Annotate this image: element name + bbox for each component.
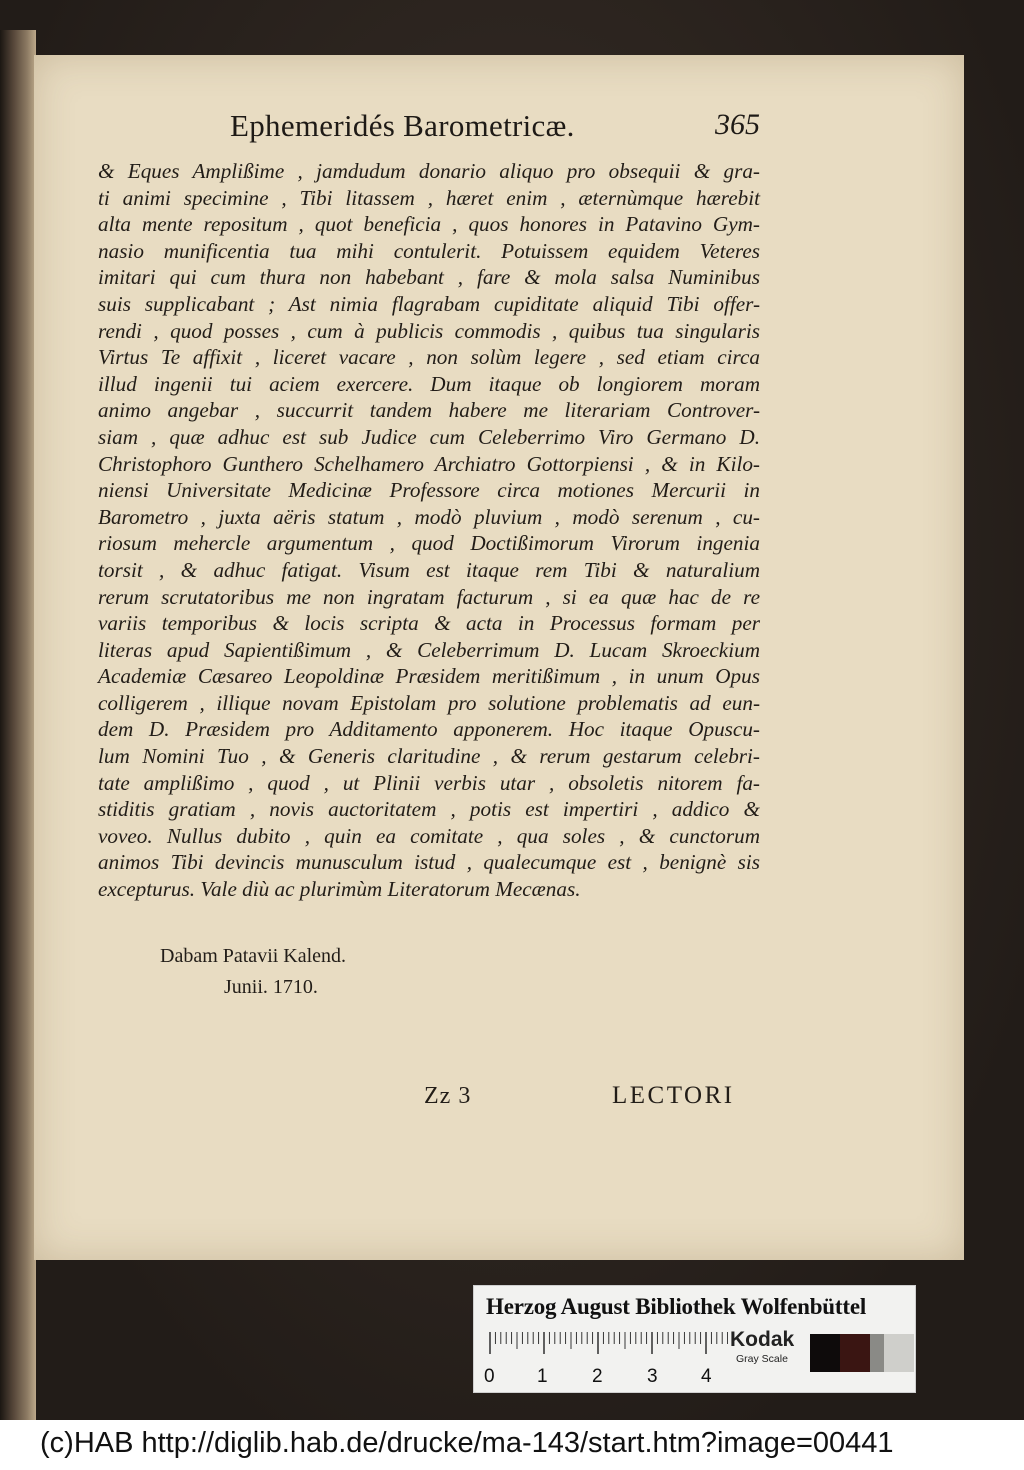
library-name: Herzog August Bibliothek Wolfenbüttel: [486, 1294, 867, 1319]
text-line: variis temporibus & locis scripta & acta in Processus formam per: [98, 611, 760, 636]
text-line: animo angebar , succurrit tandem habere me literariam Controver-: [98, 398, 760, 423]
text-line: lum Nomini Tuo , & Generis claritudine , & rerum gestarum celebri-: [98, 744, 760, 769]
text-line: Academiæ Cæsareo Leopoldinæ Præsidem meritißimum , in unum Opus: [98, 664, 760, 689]
text-line: suis supplicabant ; Ast nimia flagrabam cupiditate aliquid Tibi offer-: [98, 291, 760, 316]
text-line: & Eques Amplißime , jamdudum donario aliquo pro obsequii & gra-: [98, 159, 760, 183]
text-line: stiditis gratiam , novis auctoritatem , potis est impertiri , addico &: [98, 797, 760, 822]
text-line: Virtus Te affixit , liceret vacare , non solùm legere , sed etiam circa: [98, 345, 760, 370]
ruler-scale: [488, 1332, 728, 1354]
date-line: Dabam Patavii Kalend.: [160, 945, 347, 967]
text-line: excepturus. Vale diù ac plurimùm Literatorum Mecænas.: [98, 877, 581, 902]
text-line: imitari qui cum thura non habebant , fare & mola salsa Numinibus: [98, 265, 760, 290]
text-line: riosum mehercle argumentum , quod Doctißimorum Virorum ingenia: [98, 531, 760, 556]
ruler-number: 2: [592, 1366, 603, 1387]
ruler-number: 3: [647, 1366, 658, 1387]
library-color-target: [473, 1285, 916, 1393]
body-text: [98, 158, 760, 903]
signature-mark: Zz 3: [424, 1083, 472, 1109]
book-edge: [0, 30, 36, 1420]
footer-bar: [0, 1420, 1024, 1470]
text-line: Barometro , juxta aëris statum , modò pluvium , modò serenum , cu-: [98, 504, 760, 529]
text-line: literas apud Sapientißimum , & Celeberrimum D. Lucam Skroeckium: [98, 637, 760, 662]
ruler-number: 4: [701, 1366, 712, 1387]
text-line: rerum scrutatoribus me non ingratam facturum , si ea quæ hac de re: [98, 584, 760, 609]
running-head: [230, 108, 760, 148]
text-line: voveo. Nullus dubito , quin ea comitate , qua soles , & cunctorum: [98, 823, 760, 848]
date-line: Junii. 1710.: [224, 976, 318, 998]
text-line: Christophoro Gunthero Schelhamero Archiatro Gottorpiensi , & in Kilo-: [98, 451, 760, 476]
text-line: nasio munificentia tua mihi contulerit. Potuissem equidem Veteres: [98, 238, 760, 263]
text-line: animos Tibi devincis munusculum istud , qualecumque est , benignè sis: [98, 850, 760, 875]
text-line: dem D. Præsidem pro Additamento apponerem. Hoc itaque Opuscu-: [98, 717, 760, 742]
text-line: siam , quæ adhuc est sub Judice cum Celeberrimo Viro Germano D.: [98, 424, 760, 449]
gray-patch: [840, 1334, 870, 1372]
gray-patch: [810, 1334, 840, 1372]
text-line: alta mente repositum , quot beneficia , quos honores in Patavino Gym-: [98, 212, 760, 237]
ruler-number: 0: [484, 1366, 495, 1387]
text-line: torsit , & adhuc fatigat. Visum est itaque rem Tibi & naturalium: [98, 557, 760, 582]
page-number: 365: [715, 108, 760, 141]
text-line: illud ingenii tui aciem exercere. Dum itaque ob longiorem moram: [98, 371, 760, 396]
text-line: tate amplißimo , quod , ut Plinii verbis utar , obsoletis nitorem fa-: [98, 770, 760, 795]
source-url: (c)HAB http://diglib.hab.de/drucke/ma-143/start.htm?image=00441: [40, 1427, 894, 1459]
text-line: rendi , quod posses , cum à publicis commodis , quibus tua singularis: [98, 318, 760, 343]
gray-patch: [884, 1334, 914, 1372]
catchword: LECTORI: [612, 1082, 735, 1109]
text-line: niensi Universitate Medicinæ Professore circa motiones Mercurii in: [98, 478, 760, 503]
kodak-subtitle: Gray Scale: [736, 1353, 788, 1365]
text-line: colligerem , illique novam Epistolam pro solutione problematis ad eun-: [98, 690, 760, 715]
text-line: ti animi specimine , Tibi litassem , hæret enim , æternùmque hærebit: [98, 185, 760, 210]
kodak-brand: Kodak: [730, 1328, 795, 1351]
running-title: Ephemeridés Barometricæ.: [230, 108, 575, 143]
gray-patch: [870, 1334, 884, 1372]
ruler-number: 1: [537, 1366, 548, 1387]
